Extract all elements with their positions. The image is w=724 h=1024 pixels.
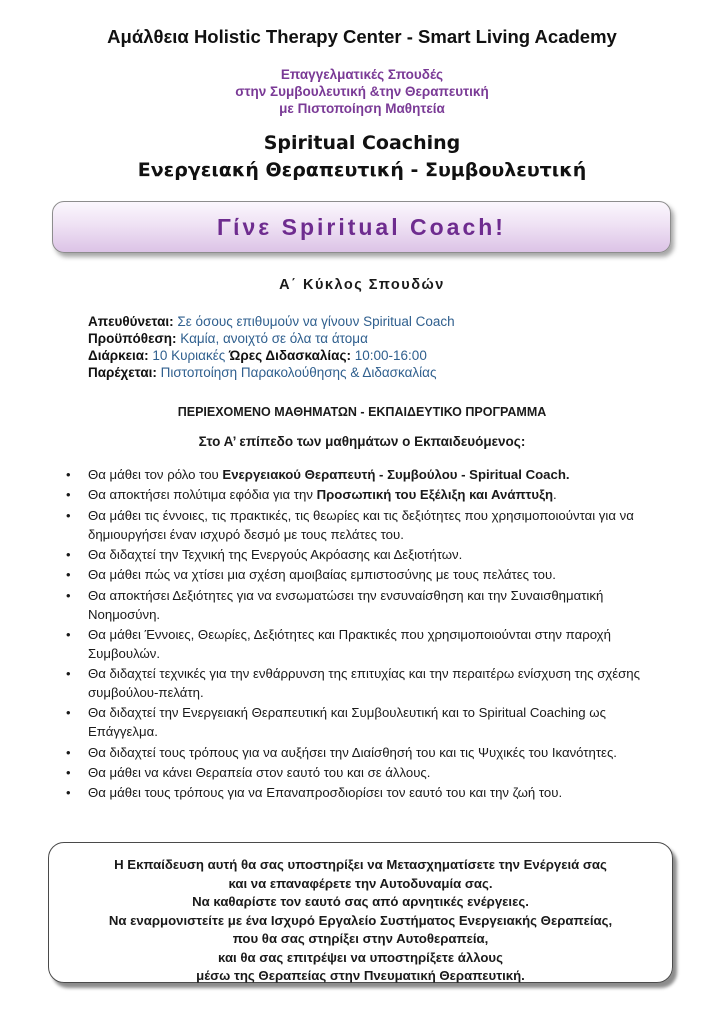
info-label: Προϋπόθεση xyxy=(88,331,172,346)
call-to-action-banner xyxy=(52,201,671,253)
banner-text: Γίνε Spiritual Coach! xyxy=(217,213,506,240)
list-item: • Θα μάθει Έννοιες, Θεωρίες, Δεξιότητες και Πρακτικές που χρησιμοποιούνται στην παροχή Συμβουλών. xyxy=(88,626,658,664)
closing-line: και θα σας επιτρέψει να υποστηρίξετε άλλους xyxy=(218,949,503,965)
list-item: • Θα αποκτήσει Δεξιότητες για να ενσωματώσει την ενσυναίσθηση και την Συναισθηματική Νοημοσύνη. xyxy=(88,587,658,625)
info-label: Ώρες Διδασκαλίας xyxy=(229,348,347,363)
list-item: • Θα μάθει τις έννοιες, τις πρακτικές, τις θεωρίες και τις δεξιότητες που χρησιμοποιούνται για να δημιουργήσει έναν ισχυρό δεσμό με τους πελάτες του. xyxy=(88,507,658,545)
info-audience: Απευθύνεται: Σε όσους επιθυμούν να γίνουν Spiritual Coach xyxy=(88,314,455,329)
info-duration: Διάρκεια: 10 Κυριακές Ώρες Διδασκαλίας: 10:00-16:00 xyxy=(88,348,427,363)
info-value: Σε όσους επιθυμούν να γίνουν Spiritual Coach xyxy=(177,314,455,329)
closing-line: μέσω της Θεραπείας στην Πνευματική Θεραπευτική. xyxy=(196,968,525,983)
subtitle-line: Επαγγελματικές Σπουδές xyxy=(280,67,444,82)
list-item: • Θα αποκτήσει πολύτιμα εφόδια για την Προσωπική του Εξέλιξη και Ανάπτυξη. xyxy=(88,486,658,505)
study-cycle-title: Α΄ Κύκλος Σπουδών xyxy=(279,277,445,293)
closing-line: που θα σας στηρίξει στην Αυτοθεραπεία, xyxy=(232,931,489,946)
info-value: Καμία, ανοιχτό σε όλα τα άτομα xyxy=(180,331,368,346)
subtitle-line: στην Συμβουλευτική &την Θεραπευτική xyxy=(235,84,489,99)
list-item: • Θα διδαχτεί τους τρόπους για να αυξήσει την Διαίσθησή του και τις Ψυχικές του Ικανότητες. xyxy=(88,744,658,763)
info-value: 10 Κυριακές xyxy=(152,348,226,363)
closing-line: Η Εκπαίδευση αυτή θα σας υποστηρίξει να Μετασχηματίσετε την Ενέργειά σας xyxy=(114,857,607,872)
list-item: • Θα διδαχτεί την Τεχνική της Ενεργούς Ακρόασης και Δεξιοτήτων. xyxy=(88,546,658,565)
heading-line: Spiritual Coaching xyxy=(263,132,461,154)
list-item: • Θα μάθει πώς να χτίσει μια σχέση αμοιβαίας εμπιστοσύνης με τους πελάτες του. xyxy=(88,566,658,585)
list-item: • Θα μάθει να κάνει Θεραπεία στον εαυτό του και σε άλλους. xyxy=(88,764,658,783)
curriculum-title: ΠΕΡΙΕΧΟΜΕΝΟ ΜΑΘΗΜΑΤΩΝ - ΕΚΠΑΙΔΕΥΤΙΚΟ ΠΡΟΓΡΑΜΜΑ xyxy=(177,405,547,419)
subtitle-line: με Πιστοποίηση Μαθητεία xyxy=(279,101,445,116)
learning-outcomes-list xyxy=(88,466,658,805)
organization-title: Αμάλθεια Holistic Therapy Center - Smart Living Academy xyxy=(107,26,617,47)
closing-line: Να καθαρίστε τον εαυτό σας από αρνητικές ενέργειες. xyxy=(192,894,529,909)
list-item: • Θα διδαχτεί την Ενεργειακή Θεραπευτική και Συμβουλευτική και το Spiritual Coaching ως Επάγγελμα. xyxy=(88,704,658,742)
list-item: • Θα μάθει τους τρόπους για να Επαναπροσδιορίσει τον εαυτό του και την ζωή του. xyxy=(88,784,658,803)
info-value: 10:00-16:00 xyxy=(354,348,427,363)
list-item: • Θα διδαχτεί τεχνικές για την ενθάρρυνση της επιτυχίας και την περαιτέρω ενίσχυση της σχέσης συμβούλου-πελάτη. xyxy=(88,665,658,703)
info-value: Πιστοποίηση Παρακολούθησης & Διδασκαλίας xyxy=(160,365,437,380)
level-title: Στο Α’ επίπεδο των μαθημάτων ο Εκπαιδευόμενος: xyxy=(198,434,526,449)
closing-line: και να επαναφέρετε την Αυτοδυναμία σας. xyxy=(228,875,493,891)
info-label: Διάρκεια xyxy=(88,348,145,363)
info-label: Παρέχεται xyxy=(88,365,153,380)
closing-statement-box xyxy=(48,842,673,983)
course-info xyxy=(88,313,455,381)
info-label: Απευθύνεται xyxy=(88,314,170,329)
program-subtitle xyxy=(0,66,724,117)
heading-line: Ενεργειακή Θεραπευτική - Συμβουλευτική xyxy=(137,159,587,181)
list-item: • Θα μάθει τον ρόλο του Ενεργειακού Θεραπευτή - Συμβούλου - Spiritual Coach. xyxy=(88,466,658,485)
course-heading xyxy=(0,130,724,184)
info-prerequisite: Προϋπόθεση: Καμία, ανοιχτό σε όλα τα άτομα xyxy=(88,331,368,346)
info-provides: Παρέχεται: Πιστοποίηση Παρακολούθησης & Διδασκαλίας xyxy=(88,365,437,380)
closing-line: Να εναρμονιστείτε με ένα Ισχυρό Εργαλείο Συστήματος Ενεργειακής Θεραπείας, xyxy=(108,912,613,928)
